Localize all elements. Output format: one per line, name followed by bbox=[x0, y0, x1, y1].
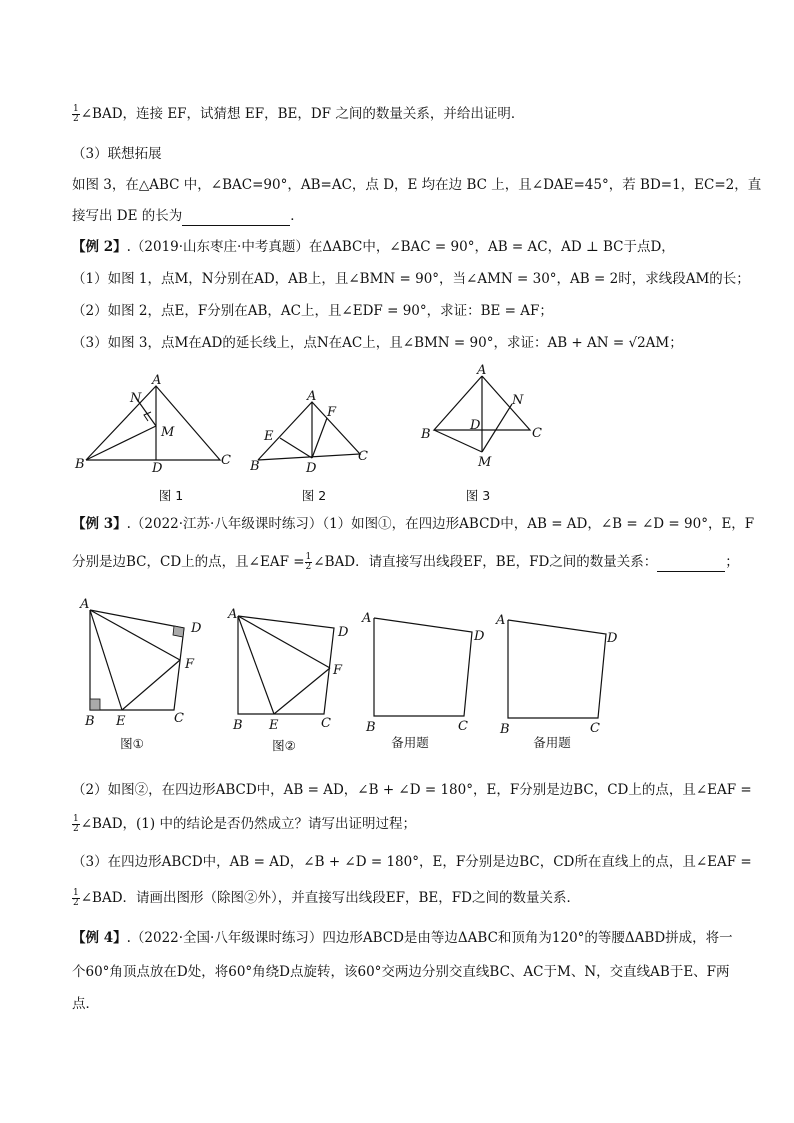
label-F: F bbox=[327, 405, 337, 420]
figure-1 bbox=[72, 372, 242, 472]
figure-3 bbox=[418, 362, 548, 474]
label-C: C bbox=[321, 716, 331, 731]
figure-backup-1 bbox=[360, 604, 490, 734]
example-2-question-1: （1）如图 1，点M，N分别在AD，AB上，且∠BMN = 90°，当∠AMN = 30°，AB = 2时，求线段AM的长； bbox=[72, 271, 750, 287]
label-C: C bbox=[532, 426, 542, 441]
figure-circled-1 bbox=[76, 598, 216, 728]
label-D: D bbox=[338, 625, 349, 640]
continuation-line: $\frac{1}{2}$ ∠BAD，连接 EF，试猜想 EF，BE，DF 之间的数量关系，并给出证明． bbox=[73, 104, 525, 124]
example-3-heading: 【例 3】.（2022·江苏·八年级课时练习）（1）如图①，在四边形ABCD中，AB = AD，∠B = ∠D = 90°，E，F bbox=[72, 516, 755, 532]
label-E: E bbox=[269, 718, 279, 732]
label-B: B bbox=[250, 459, 260, 474]
example-2-heading: 【例 2】.（2019·山东枣庄·中考真题）在ΔABC中，∠BAC = 90°，AB = AC，AD ⊥ BC于点D， bbox=[72, 239, 675, 255]
label-F: F bbox=[185, 657, 195, 672]
label-M: M bbox=[161, 425, 175, 440]
label-C: C bbox=[221, 453, 231, 468]
label-E: E bbox=[264, 429, 274, 444]
example-3-question-2: （2）如图②，在四边形ABCD中，AB = AD，∠B + ∠D = 180°，E，F分别是边BC，CD上的点，且∠EAF = bbox=[72, 782, 752, 798]
label-A: A bbox=[228, 607, 238, 622]
figure-circled-2 bbox=[224, 602, 354, 732]
label-C: C bbox=[590, 721, 600, 736]
label-A: A bbox=[477, 363, 487, 378]
example-4-heading: 【例 4】.（2022·全国·八年级课时练习）四边形ABCD是由等边ΔABC和顶角为120°的等腰ΔABD拼成，将一 bbox=[72, 930, 733, 946]
label-D: D bbox=[474, 629, 485, 644]
example-4-text-end: 点． bbox=[72, 996, 99, 1012]
example-3-question-3-cont: $\frac{1}{2}$ ∠BAD．请画出图形（除图②外），并直接写出线段EF，BE，FD之间的数量关系． bbox=[73, 888, 580, 908]
fraction-half: $\frac{1}{2}$ bbox=[73, 104, 79, 124]
label-B: B bbox=[85, 714, 95, 728]
label-M: M bbox=[478, 455, 492, 470]
label-N: N bbox=[130, 391, 142, 406]
answer-blank bbox=[657, 557, 725, 572]
example-2-question-3: （3）如图 3，点M在AD的延长线上，点N在AC上，且∠BMN = 90°，求证：AB + AN = √2AM； bbox=[72, 335, 683, 351]
label-B: B bbox=[366, 720, 376, 734]
label-A: A bbox=[496, 613, 506, 628]
label-A: A bbox=[362, 611, 372, 626]
label-D: D bbox=[191, 621, 202, 636]
label-A: A bbox=[307, 389, 317, 404]
label-B: B bbox=[421, 427, 431, 442]
label-C: C bbox=[174, 711, 184, 726]
label-A: A bbox=[152, 373, 162, 388]
caption-fig3: 图 3 bbox=[465, 488, 491, 503]
fraction-half: $\frac{1}{2}$ bbox=[73, 888, 79, 908]
label-F: F bbox=[333, 663, 343, 678]
label-B: B bbox=[500, 722, 510, 736]
caption-figure-2: 图② bbox=[272, 738, 296, 753]
label-N: N bbox=[512, 393, 524, 408]
fraction-half: $\frac{1}{2}$ bbox=[73, 814, 79, 834]
caption-fig1: 图 1 bbox=[158, 488, 184, 503]
label-E: E bbox=[116, 714, 126, 728]
label-D: D bbox=[306, 461, 317, 474]
example-3-question-1: 分别是边BC，CD上的点，且∠EAF = $\frac{1}{2}$ ∠BAD．请直接写出线段EF，BE，FD之间的数量关系： ； bbox=[72, 552, 739, 572]
label-D: D bbox=[607, 631, 618, 646]
fraction-half: $\frac{1}{2}$ bbox=[305, 552, 312, 572]
section-heading: （3）联想拓展 bbox=[72, 146, 162, 162]
example-3-question-3: （3）在四边形ABCD中，AB = AD，∠B + ∠D = 180°，E，F分别是边BC，CD所在直线上的点，且∠EAF = bbox=[72, 854, 752, 870]
caption-backup-2: 备用题 bbox=[533, 735, 571, 750]
problem-text: 如图 3，在△ABC 中，∠BAC=90°，AB=AC，点 D，E 均在边 BC 上，且∠DAE=45°，若 BD=1，EC=2，直 bbox=[72, 177, 762, 193]
label-D: D bbox=[470, 418, 481, 433]
answer-blank bbox=[182, 211, 290, 226]
example-3-question-2-cont: $\frac{1}{2}$ ∠BAD，(1) 中的结论是否仍然成立？请写出证明过程； bbox=[73, 814, 416, 834]
label-B: B bbox=[233, 718, 243, 732]
label-B: B bbox=[75, 457, 85, 472]
label-A: A bbox=[80, 598, 90, 612]
example-4-text: 个60°角顶点放在D处，将60°角绕D点旋转，该60°交两边分别交直线BC、AC于M、N，交直线AB于E、F两 bbox=[72, 964, 730, 980]
figure-2 bbox=[250, 388, 380, 474]
problem-text: 接写出 DE 的长为 ． bbox=[72, 208, 304, 224]
label-C: C bbox=[358, 449, 368, 464]
figure-backup-2 bbox=[494, 606, 624, 736]
label-C: C bbox=[458, 719, 468, 734]
example-2-question-2: （2）如图 2，点E，F分别在AB，AC上，且∠EDF = 90°，求证：BE = AF； bbox=[72, 303, 553, 319]
caption-fig2: 图 2 bbox=[301, 488, 327, 503]
caption-backup-1: 备用题 bbox=[391, 735, 429, 750]
label-D: D bbox=[152, 461, 163, 472]
caption-figure-1: 图① bbox=[120, 736, 144, 751]
